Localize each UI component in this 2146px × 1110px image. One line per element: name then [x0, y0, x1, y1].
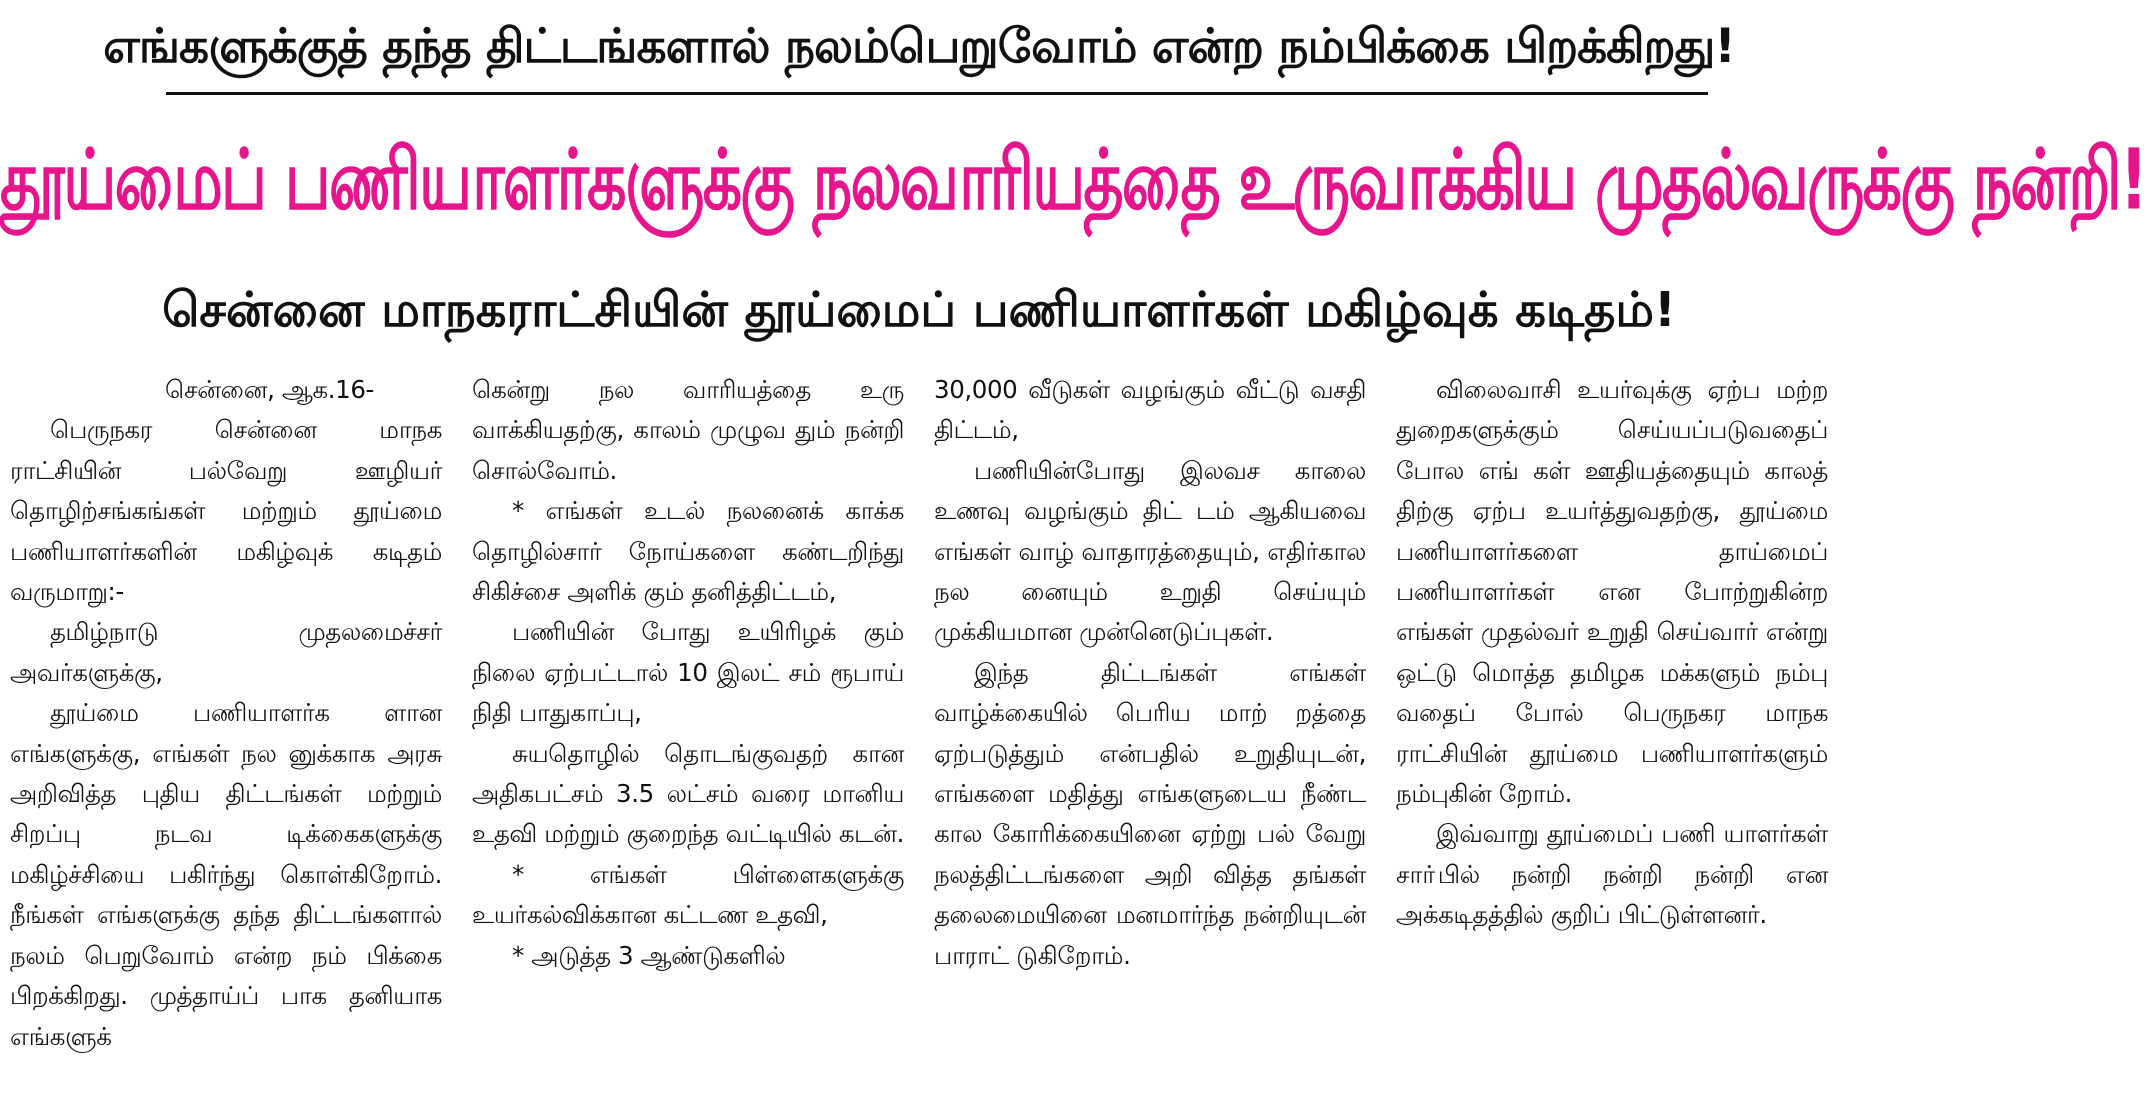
body-paragraph: சுயதொழில் தொடங்குவதற் கான அதிகபட்சம் 3.5 லட்சம் வரை மானிய உதவி மற்றும் குறைந்த வட்டியில் கடன். [472, 738, 905, 849]
article-headline: தூய்மைப் பணியாளர்களுக்கு நலவாரியத்தை உருவாக்கிய முதல்வருக்கு நன்றி! [0, 130, 2146, 229]
body-paragraph: பணியின் போது உயிரிழக் கும் நிலை ஏற்பட்டால் 10 இலட் சம் ரூபாய் நிதி பாதுகாப்பு, [472, 617, 904, 728]
body-paragraph: * அடுத்த 3 ஆண்டுகளில் [512, 940, 786, 970]
body-column-1 [10, 370, 442, 1100]
body-paragraph: * எங்கள் பிள்ளைகளுக்கு உயர்கல்விக்கான கட்டண உதவி, [472, 859, 904, 930]
dateline: சென்னை, ஆக.16- [165, 375, 374, 404]
body-column-4 [1396, 370, 1828, 1100]
body-column-3 [934, 370, 1366, 1100]
article-subhead: சென்னை மாநகராட்சியின் தூய்மைப் பணியாளர்கள் மகிழ்வுக் கடிதம்! [162, 282, 1676, 338]
body-paragraph: 30,000 வீடுகள் வழங்கும் வீட்டு வசதி திட்டம், [934, 375, 1366, 445]
body-paragraph: தூய்மை பணியாளர்க ளான எங்களுக்கு, எங்கள் நல னுக்காக அரசு அறிவித்த புதிய திட்டங்கள் மற்றும் சிறப்பு நடவ டிக்கைகளுக்கு மகிழ்ச்சியை பகிர்ந்து கொள்கிறோம். நீங்கள் எங்களுக்கு தந்த திட்டங்களால் நலம் பெறுவோம் என்ற நம் பிக்கை பிறக்கிறது. முத்தாய்ப் பாக தனியாக எங்களுக் [10, 698, 442, 1051]
body-paragraph: * எங்கள் உடல் நலனைக் காக்க தொழில்சார் நோய்களை கண்டறிந்து சிகிச்சை அளிக் கும் தனித்திட்டம், [472, 496, 904, 607]
body-paragraph: பெருநகர சென்னை மாநக ராட்சியின் பல்வேறு ஊழியர் தொழிற்சங்கங்கள் மற்றும் தூய்மை பணியாளர்களின் மகிழ்வுக் கடிதம் வருமாறு:- [10, 415, 442, 607]
body-paragraph: தமிழ்நாடு முதலமைச்சர் அவர்களுக்கு, [10, 617, 442, 687]
body-paragraph: இந்த திட்டங்கள் எங்கள் வாழ்க்கையில் பெரிய மாற் றத்தை ஏற்படுத்தும் என்பதில் உறுதியுடன், எங்களை மதித்து எங்களுடைய நீண்ட கால கோரிக்கையினை ஏற்று பல் வேறு நலத்திட்டங்களை அறி வித்த தங்கள் தலைமையினை மனமார்ந்த நன்றியுடன் பாராட் டுகிறோம். [934, 657, 1366, 970]
body-paragraph: இவ்வாறு தூய்மைப் பணி யாளர்கள் சாா்பில் நன்றி நன்றி நன்றி என அக்கடிதத்தில் குறிப் பிட்டுள்ளனர். [1396, 819, 1828, 930]
body-paragraph: கென்று நல வாரியத்தை உரு வாக்கியதற்கு, காலம் முழுவ தும் நன்றி சொல்வோம். [472, 375, 904, 485]
body-column-2 [472, 370, 904, 1100]
body-paragraph: பணியின்போது இலவச காலை உணவு வழங்கும் திட் டம் ஆகியவை எங்கள் வாழ் வாதாரத்தையும், எதிர்கால நல னையும் உறுதி செய்யும் முக்கியமான முன்னெடுப்புகள். [934, 455, 1366, 647]
article-body [10, 370, 1828, 1100]
article-kicker: எங்களுக்குத் தந்த திட்டங்களால் நலம்பெறுவோம் என்ற நம்பிக்கை பிறக்கிறது! [103, 19, 1735, 74]
body-paragraph: விலைவாசி உயர்வுக்கு ஏற்ப மற்ற துறைகளுக்கும் செய்யப்படுவதைப் போல எங் கள் ஊதியத்தையும் காலத் திற்கு ஏற்ப உயர்த்துவதற்கு, தூய்மை பணியாளர்களை தாய்மைப் பணியாளர்கள் என போற்றுகின்ற எங்கள் முதல்வர் உறுதி செய்வார் என்று ஒட்டு மொத்த தமிழக மக்களும் நம்பு வதைப் போல் பெருநகர மாநக ராட்சியின் தூய்மை பணியாளர்களும் நம்புகின் றோம். [1396, 375, 1828, 809]
